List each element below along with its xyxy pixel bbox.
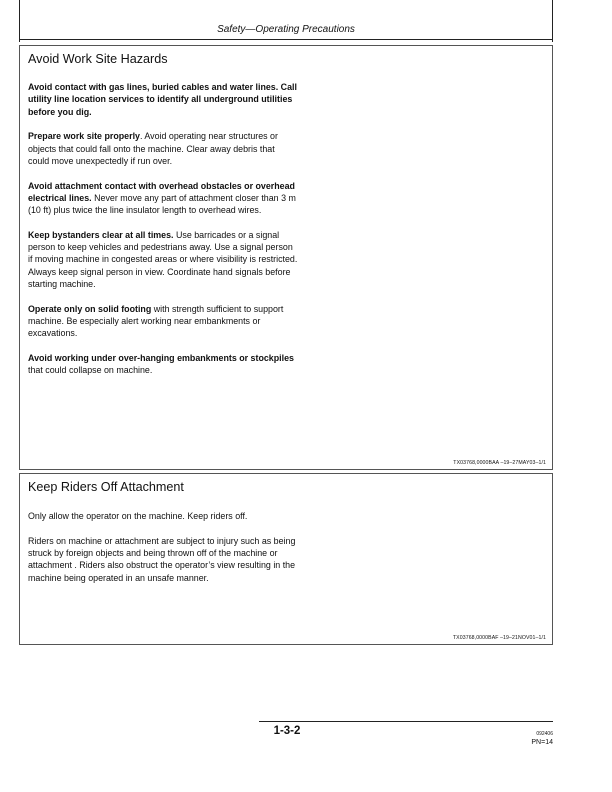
header-right-rule — [552, 0, 553, 42]
paragraph — [28, 81, 298, 118]
paragraph-lead: Prepare work site properly — [28, 131, 140, 142]
paragraph-lead: Operate only on solid footing — [28, 303, 152, 314]
section-title: Keep Riders Off Attachment — [28, 480, 184, 494]
section-keep-riders-off-attachment — [19, 473, 553, 645]
paragraph — [28, 229, 298, 290]
section-body — [28, 510, 298, 596]
paragraph-text: that could collapse on machine. — [28, 365, 153, 376]
header-left-rule — [19, 0, 20, 42]
paragraph-text: Riders on machine or attachment are subject to injury such as being struck by foreign objects and being thrown off of the machine or attachment . Riders also obstruct the operator’s view resulting in the machine being operated in an unsafe manner. — [28, 535, 296, 583]
section-body — [28, 81, 298, 389]
header-divider — [19, 39, 553, 40]
paragraph — [28, 510, 298, 522]
reference-code: TX03768,0000BAF –19–21NOV01–1/1 — [452, 635, 546, 641]
paragraph-lead: Keep bystanders clear at all times. — [28, 229, 174, 240]
paragraph-text: Only allow the operator on the machine. Keep riders off. — [28, 511, 248, 521]
section-avoid-work-site-hazards — [19, 45, 553, 470]
paragraph-text: with strength sufficient to support machine. Be especially alert working near embankments or excavations. — [28, 303, 284, 339]
reference-code: TX03768,0000BAA –19–27MAY03–1/1 — [453, 460, 546, 466]
paragraph — [28, 303, 298, 340]
running-header-title: Safety—Operating Precautions — [217, 24, 355, 35]
paragraph — [28, 352, 298, 377]
paragraph — [28, 180, 298, 217]
paragraph — [28, 535, 298, 584]
paragraph-lead: Avoid attachment contact with overhead obstacles or overhead electrical lines. — [28, 180, 295, 203]
paragraph-text: Use barricades or a signal person to keep vehicles and pedestrians away. Use a signal person if moving machine in congested areas or where visibility is restricted. Always keep signal person in view. Coordinate hand signals before starting machine. — [28, 229, 298, 290]
paragraph-lead: Avoid working under over-hanging embankments or stockpiles — [28, 353, 294, 363]
paragraph — [28, 130, 298, 167]
paragraph-lead: Avoid contact with gas lines, buried cables and water lines. Call utility line location services to identify all underground utilities before you dig. — [28, 82, 297, 117]
section-title: Avoid Work Site Hazards — [28, 52, 168, 66]
document-code: 092406 — [536, 731, 553, 737]
footer-divider — [259, 721, 553, 722]
page-number: 1-3-2 — [273, 725, 301, 737]
pn-label: PN=14 — [531, 739, 553, 746]
paragraph-text: . Avoid operating near structures or objects that could fall onto the machine. Clear away debris that could move unexpectedly if run over. — [28, 131, 278, 166]
paragraph-text: Never move any part of attachment closer than 3 m (10 ft) plus twice the line insulator length to overhead wires. — [28, 192, 296, 216]
